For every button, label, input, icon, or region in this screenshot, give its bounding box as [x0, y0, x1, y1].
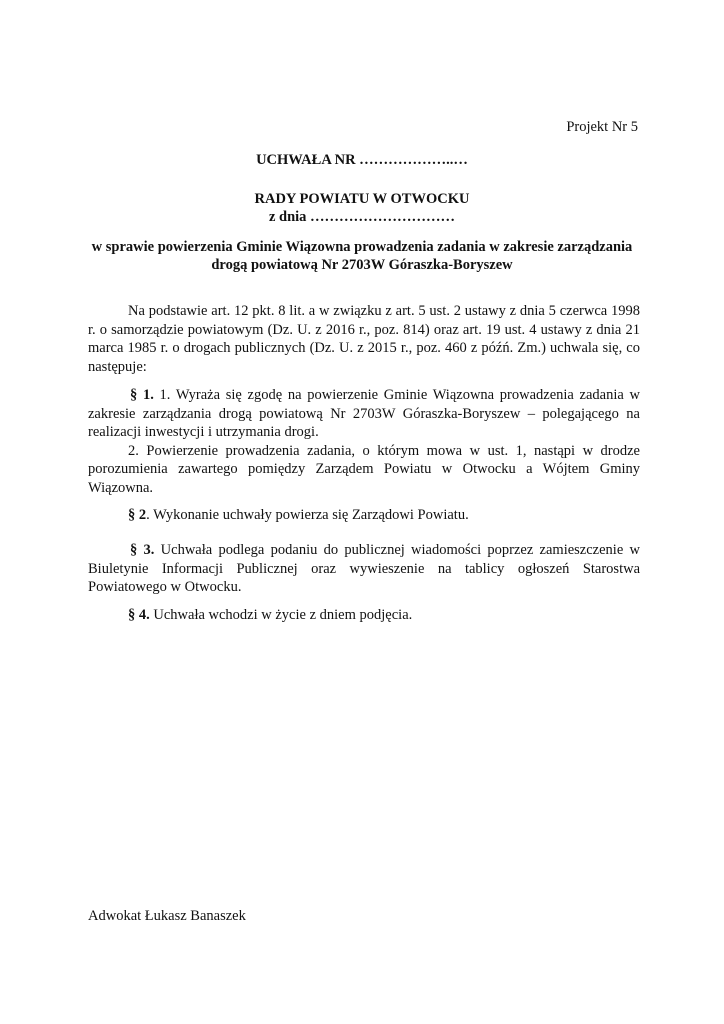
section-2-paragraph: [88, 506, 640, 525]
section-1-paragraph-1: [88, 386, 640, 442]
section-2: [88, 506, 640, 525]
section-1-mark: § 1.: [130, 387, 154, 403]
section-3-paragraph: [88, 541, 640, 597]
council-name: [0, 190, 724, 226]
preamble: Na podstawie art. 12 pkt. 8 lit. a w związku z art. 5 ust. 2 ustawy z dnia 5 czerwca 1998 r. o samorządzie powiatowym (Dz. U. z 2016 r., poz. 814) oraz art. 19 ust. 4 ustawy z dnia 21 marca 1985 r. o drogach publicznych (Dz. U. z 2015 r., poz. 460 z późń. Zm.) uchwala się, co następuje:: [88, 303, 640, 375]
section-1-text-1: 1. Wyraża się zgodę na powierzenie Gminie Wiązowna prowadzenia zadania w zakresie zarządzania drogą powiatową Nr 2703W Góraszka-Boryszew – polegającego na realizacji inwestycji i utrzymania drogi.: [88, 387, 640, 440]
section-4-paragraph: [88, 606, 640, 625]
section-4-mark: § 4.: [128, 607, 150, 623]
section-1-paragraph-2: 2. Powierzenie prowadzenia zadania, o którym mowa w ust. 1, nastąpi w drodze porozumienia zawartego pomiędzy Zarządem Powiatu w Otwocku a Wójtem Gminy Wiązowna.: [88, 442, 640, 496]
resolution-number: UCHWAŁA NR ………………..…: [256, 152, 468, 168]
section-2-mark: § 2: [128, 507, 147, 523]
preamble-block: [88, 302, 640, 376]
project-label: Projekt Nr 5: [566, 119, 638, 135]
author-signature: Adwokat Łukasz Banaszek: [88, 908, 246, 924]
section-4-text: Uchwała wchodzi w życie z dniem podjęcia.: [149, 607, 413, 623]
resolution-subject: w sprawie powierzenia Gminie Wiązowna prowadzenia zadania w zakresie zarządzania drogą powiatową Nr 2703W Góraszka-Boryszew: [91, 239, 633, 273]
section-4: [88, 606, 640, 625]
section-2-text: . Wykonanie uchwały powierza się Zarządowi Powiatu.: [146, 507, 469, 523]
resolution-date: z dnia …………………………: [268, 209, 456, 225]
section-3: [88, 541, 640, 597]
section-3-text: Uchwała podlega podaniu do publicznej wiadomości poprzez zamieszczenie w Biuletynie Informacji Publicznej oraz wywieszenie na tablicy ogłoszeń Starostwa Powiatowego w Otwocku.: [88, 542, 641, 595]
council-title: RADY POWIATU W OTWOCKU: [254, 191, 470, 207]
section-1: [88, 386, 640, 497]
section-3-mark: § 3.: [130, 542, 155, 558]
